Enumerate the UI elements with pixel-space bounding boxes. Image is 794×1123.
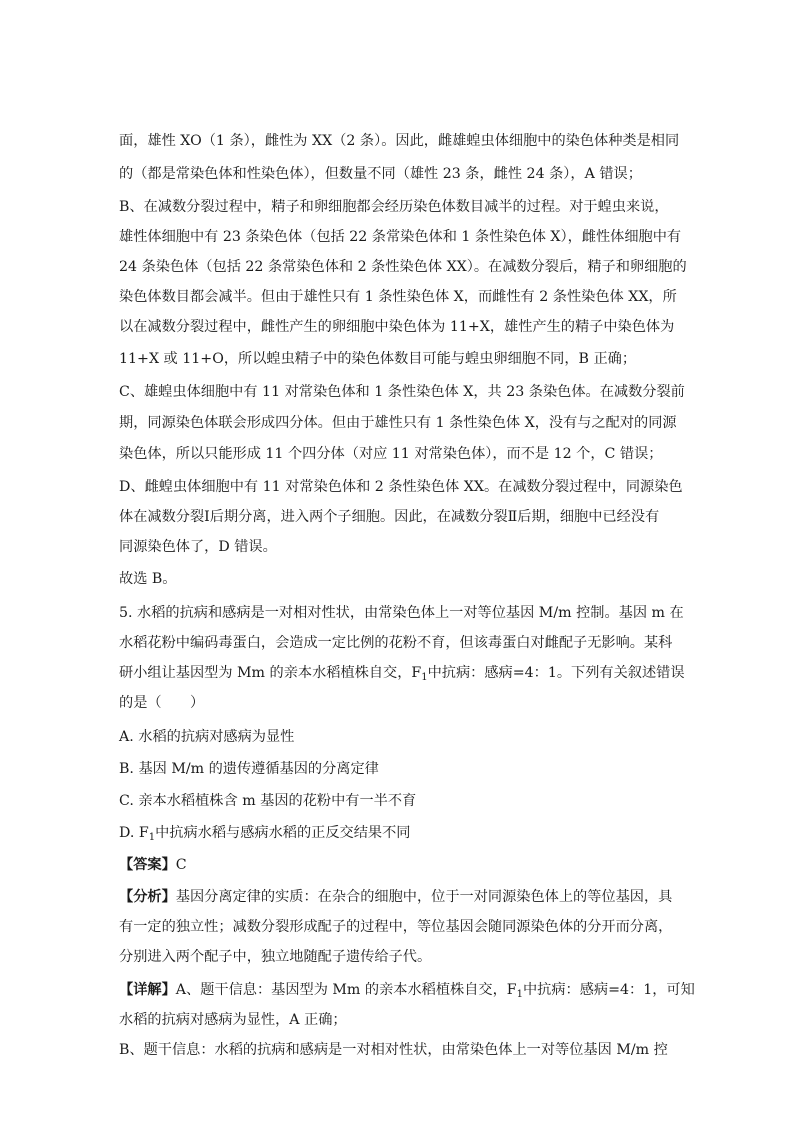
answer-tag: 【答案】 xyxy=(119,857,176,873)
subscript: 1 xyxy=(148,832,156,843)
explanation-line: 染色体数目都会减半。但由于雄性只有 1 条性染色体 X，而雌性有 2 条性染色体 XX，所 xyxy=(119,289,677,305)
analysis-tag: 【分析】 xyxy=(119,889,176,905)
question-stem xyxy=(119,663,685,683)
explanation-line: 以在减数分裂过程中，雌性产生的卵细胞中染色体为 11+X，雄性产生的精子中染色体为 xyxy=(119,319,675,335)
analysis-line xyxy=(119,887,672,907)
option-text: 中抗病水稻与感病水稻的正反交结果不同 xyxy=(155,825,411,841)
question-stem: 的是（ ） xyxy=(119,695,205,711)
question-text: 中抗病：感病=4：1。下列有关叙述错误 xyxy=(427,665,685,681)
question-stem: 5. 水稻的抗病和感病是一对相对性状，由常染色体上一对等位基因 M/m 控制。基因 m 在 xyxy=(119,605,684,621)
question-stem: 水稻花粉中编码毒蛋白，会造成一定比例的花粉不育，但该毒蛋白对雌配子无影响。某科 xyxy=(119,635,673,651)
explanation-line: 11+X 或 11+O，所以蝗虫精子中的染色体数目可能与蝗虫卵细胞不同，B 正确； xyxy=(119,351,637,367)
explanation-line: 同源染色体了，D 错误。 xyxy=(119,539,277,555)
subscript: 1 xyxy=(421,672,428,683)
detail-tag: 【详解】 xyxy=(119,982,176,998)
option-b: B. 基因 M/m 的遗传遵循基因的分离定律 xyxy=(119,761,379,777)
explanation-line: 雄性体细胞中有 23 条染色体（包括 22 条常染色体和 1 条性染色体 X），雌性体细胞中有 xyxy=(119,229,682,245)
conclusion-line: 故选 B。 xyxy=(119,571,177,587)
subscript: 1 xyxy=(516,989,523,1000)
explanation-line: 面，雄性 XO（1 条），雌性为 XX（2 条）。因此，雌雄蝗虫体细胞中的染色体种类是相同 xyxy=(119,133,680,149)
explanation-line: 期，同源染色体联会形成四分体。但由于雄性只有 1 条性染色体 X，没有与之配对的同源 xyxy=(119,415,677,431)
detail-text: 中抗病：感病=4：1，可知 xyxy=(522,982,695,998)
answer-line xyxy=(119,855,187,875)
option-d xyxy=(119,823,411,843)
analysis-line: 分别进入两个配子中，独立地随配子遗传给子代。 xyxy=(119,949,432,965)
detail-line: B、题干信息：水稻的抗病和感病是一对相对性状，由常染色体上一对等位基因 M/m 控 xyxy=(119,1042,668,1058)
detail-line: 水稻的抗病对感病为显性，A 正确； xyxy=(119,1012,347,1028)
option-a: A. 水稻的抗病对感病为显性 xyxy=(119,729,295,745)
explanation-line: 的（都是常染色体和性染色体），但数量不同（雄性 23 条，雌性 24 条），A 错误； xyxy=(119,166,642,182)
detail-text: A、题干信息：基因型为 Mm 的亲本水稻植株自交，F xyxy=(175,982,517,998)
analysis-text: 基因分离定律的实质：在杂合的细胞中，位于一对同源染色体上的等位基因，具 xyxy=(175,889,673,905)
explanation-line: D、雌蝗虫体细胞中有 11 对常染色体和 2 条性染色体 XX。在减数分裂过程中，同源染色 xyxy=(119,479,683,495)
explanation-line: 染色体，所以只能形成 11 个四分体（对应 11 对常染色体），而不是 12 个，C 错误； xyxy=(119,446,663,462)
analysis-line: 有一定的独立性；减数分裂形成配子的过程中，等位基因会随同源染色体的分开而分离， xyxy=(119,919,673,935)
explanation-line: 24 条染色体（包括 22 条常染色体和 2 条性染色体 XX）。在减数分裂后，精子和卵细胞的 xyxy=(119,259,687,275)
explanation-line: B、在减数分裂过程中，精子和卵细胞都会经历染色体数目减半的过程。对于蝗虫来说， xyxy=(119,199,669,215)
answer-value: C xyxy=(175,857,187,873)
option-text: D. F xyxy=(119,825,149,841)
question-text: 研小组让基因型为 Mm 的亲本水稻植株自交，F xyxy=(119,665,422,681)
option-c: C. 亲本水稻植株含 m 基因的花粉中有一半不育 xyxy=(119,793,417,809)
explanation-line: C、雄蝗虫体细胞中有 11 对常染色体和 1 条性染色体 X，共 23 条染色体。在减数分裂前 xyxy=(119,384,685,400)
explanation-line: 体在减数分裂Ⅰ后期分离，进入两个子细胞。因此，在减数分裂Ⅱ后期，细胞中已经没有 xyxy=(119,509,660,525)
detail-line xyxy=(119,980,695,1000)
